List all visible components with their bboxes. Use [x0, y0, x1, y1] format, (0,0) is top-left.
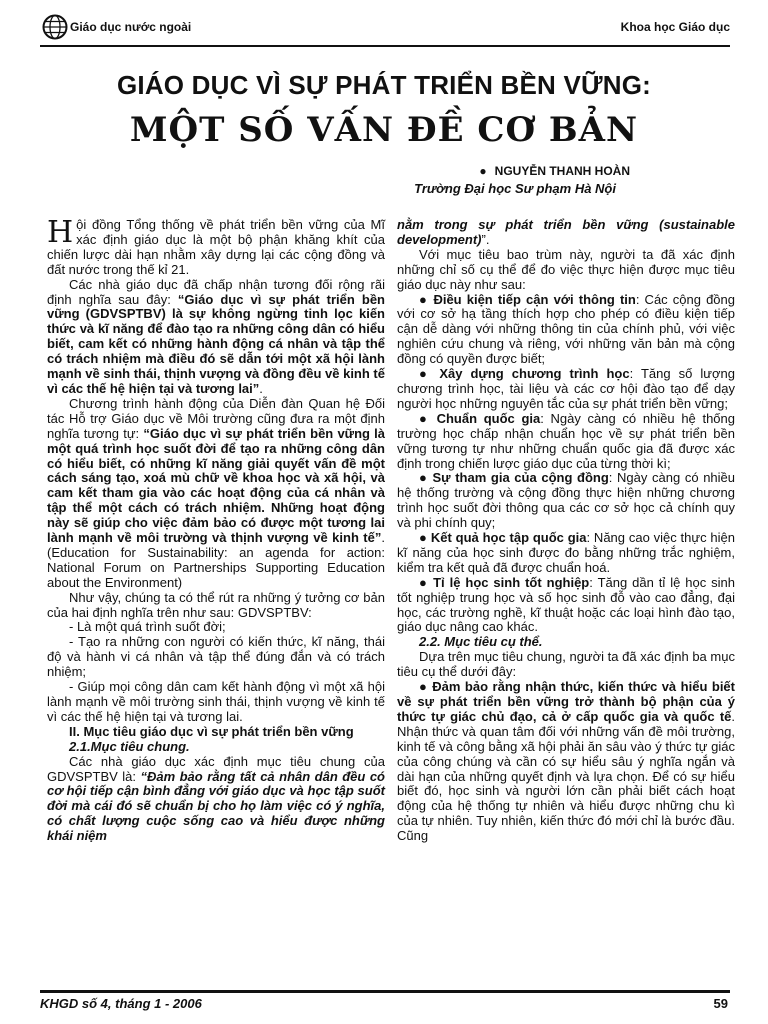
subsection-heading: 2.1.Mục tiêu chung. [69, 738, 190, 754]
footer-rule [40, 990, 730, 993]
paragraph [397, 218, 735, 248]
globe-icon [42, 14, 68, 40]
header-section-right: Khoa học Giáo dục [620, 20, 730, 34]
left-column [47, 215, 386, 844]
author-name-text: NGUYỄN THANH HOÀN [494, 164, 630, 178]
goal-text: “Đảm bảo rằng tất cả nhân dân đều có cơ hội tiếp cận bình đẳng với giáo dục và học tập suốt đời mà cái đó sẽ chuẩn bị cho họ làm việc có ý nghĩa, có chất lượng cuộc sống cao và hiểu được những khái niệm [47, 768, 385, 844]
paragraph [47, 755, 385, 844]
paragraph [47, 591, 385, 621]
page-number: 59 [713, 996, 728, 1011]
goal-text: nằm trong sự phát triển bền vững (sustainable development) [397, 217, 735, 247]
list-item: - Tạo ra những con người có kiến thức, kĩ năng, thái độ và hành vi cá nhân và tập thể đúng đắn và có trách nhiệm; [47, 634, 385, 680]
list-item [397, 471, 735, 531]
section-heading: II. Mục tiêu giáo dục vì sự phát triển bền vững [69, 723, 354, 739]
indicator-text: : Năng cao việc thực hiện kĩ năng của học sinh được đo bằng những trắc nghiệm, kiểm tra kết quả đã được chuẩn hoá. [397, 530, 735, 575]
header-section-left: Giáo dục nước ngoài [70, 20, 192, 34]
running-head [40, 12, 730, 42]
paragraph [47, 278, 385, 397]
paragraph-text: ”. [481, 231, 490, 247]
list-item [397, 293, 735, 368]
paragraph-text: Như vậy, chúng ta có thể rút ra những ý tưởng cơ bản của hai định nghĩa trên như sau: GDVSPTBV: [47, 589, 385, 620]
indicator-text: : Tăng số lượng chương trình học, tài liệu và các cơ hội đào tạo để dạy người học những nguyên tắc của sự phát triển bền vững; [397, 366, 735, 411]
goal-title: ● Đảm bảo rằng nhận thức, kiến thức và hiểu biết về sự phát triển bền vững trở thành bộ phận của ý thức tự giác chủ đạo, cả ở cấp quốc gia và quốc tế [397, 679, 735, 724]
paragraph: Với mục tiêu bao trùm này, người ta đã xác định những chỉ số cụ thể để đo việc thực hiện được mục tiêu giáo dục này như sau: [397, 246, 735, 292]
drop-cap: H [47, 215, 74, 250]
paragraph-text: Chương trình hành động của Diễn đàn Quan hệ Đối tác Hỗ trợ Giáo dục về Môi trường cũng đưa ra một định nghĩa tương tự: [47, 395, 385, 441]
paragraph-text: . (Education for Sustainability: an agenda for action: National Forum on Partnerships Supporting Education about the Environment) [47, 530, 385, 590]
list-item: - Là một quá trình suốt đời; [69, 619, 226, 635]
author-bullet-icon: ● [479, 164, 487, 178]
paragraph-text: Các nhà giáo dục xác định mục tiêu chung của GDVSPTBV là: [47, 753, 385, 784]
list-item [397, 531, 735, 576]
paragraph-text: Các nhà giáo dục đã chấp nhận tương đối rộng rãi định nghĩa sau đây: [47, 276, 385, 307]
paragraph [47, 397, 385, 591]
right-column [397, 218, 735, 844]
list-item: - Giúp mọi công dân cam kết hành động vì một xã hội lành mạnh về môi trường sinh thái, thịnh vượng về kinh tế vì các thế hệ hiện tại và tương lai. [47, 679, 385, 724]
article-title-line1: GIÁO DỤC VÌ SỰ PHÁT TRIỂN BỀN VỮNG: [116, 70, 652, 100]
indicator-title: ● Tỉ lệ học sinh tốt nghiệp [419, 574, 590, 590]
paragraph-text: . [259, 380, 263, 396]
indicator-text: : Tăng dần tỉ lệ học sinh tốt nghiệp trung học và số học sinh đỗ vào cao đẳng, đại học, các trường nghề, kĩ thuật hoặc các loại hình đào tạo, giáo dục nâng cao khác. [397, 574, 735, 635]
article-title-line2: MỘT SỐ VẤN ĐỀ CƠ BẢN [129, 110, 639, 150]
header-rule [40, 45, 730, 47]
paragraph-text: ội đồng Tổng thống về phát triển bền vững của Mĩ xác định giáo dục là một bộ phận khăng khít của chiến lược dài hạn nhằm xây dựng lại các cộng đồng và đất nước trong thế kỉ 21. [47, 217, 385, 277]
list-item [397, 680, 735, 844]
author-affiliation: Trường Đại học Sư phạm Hà Nội [414, 181, 616, 196]
indicator-text: : Các cộng đồng với cơ sở hạ tầng thích hợp cho phép có điều kiện tiếp cận dễ dàng với những thông tin của chính phủ, với việc nghiên cứu chung và riêng, với những văn bản mà cộng đồng có quyền được biết; [397, 291, 735, 367]
subsection-heading: 2.2. Mục tiêu cụ thể. [419, 634, 543, 650]
definition-text: “Giáo dục vì sự phát triển bền vững là một quá trình học suốt đời để tạo ra những công dân có hiểu biết, có những kĩ năng giải quyết vấn đề một cách sáng tạo, xoá mù chữ về khoa học và xã hội, và cam kết tham gia vào các hoạt động của cá nhân và tập thể một cách có trách nhiệm. Những hoạt động này sẽ giúp cho việc đảm bảo có được một tương lai lành mạnh về môi trường và thịnh vượng về kinh tế” [47, 425, 386, 546]
indicator-text: : Ngày càng có nhiều hệ thống trường và cộng đồng thực hiện những chương trình học suốt đời thông qua các cơ sở học cả chính quy và phi chính quy; [397, 470, 736, 531]
list-item [397, 576, 735, 636]
author-name [479, 164, 630, 178]
paragraph: Dựa trên mục tiêu chung, người ta đã xác định ba mục tiêu cụ thể dưới đây: [397, 649, 735, 680]
indicator-text: : Ngày càng có nhiều hệ thống trường học chấp nhận chuẩn học về sự phát triển bền vững tương tự như những chuẩn quốc gia đã được xác định trong chiến lược giáo dục của từng thời kì; [397, 410, 735, 471]
journal-issue: KHGD số 4, tháng 1 - 2006 [40, 996, 202, 1011]
paragraph [47, 215, 385, 278]
indicator-title: ● Điều kiện tiếp cận với thông tin [419, 291, 636, 307]
list-item [397, 367, 735, 412]
goal-text: . Nhận thức và quan tâm đối với những vấn đề môi trường, kinh tế và công bằng xã hội phải ăn sâu vào ý thức tự giác của công chúng và cần có sự hiểu sâu ý nghĩa ngắn và dài hạn của những quyết định và lựa chọn. Để có sự hiểu biết đó, học sinh và người lớn cần phải biết cách hoạt động của hệ thống tự nhiên và hiểu được những chu kì của tự nhiên. Tuy nhiên, kiến thức đó mới chỉ là bước đầu. Cũng [397, 708, 735, 844]
indicator-title: ● Chuẩn quốc gia [419, 410, 541, 426]
indicator-title: ● Xây dựng chương trình học [419, 366, 630, 382]
definition-text: “Giáo dục vì sự phát triển bền vững (GDVSPTBV) là sự không ngừng tinh lọc kiến thức và kĩ năng để đào tạo ra những công dân có hiểu biết, cam kết có những hành động cá nhân và tập thể có trách nhiệm mà điều đó sẽ dẫn tới một xã hội lành mạnh về sinh thái, thịnh vượng và đồng đều về kinh tế vì các thế hệ hiện tại và tương lai” [47, 291, 386, 396]
indicator-title: ● Sự tham gia của cộng đồng [419, 470, 609, 486]
list-item [397, 412, 735, 472]
indicator-title: ● Kết quả học tập quốc gia [419, 530, 587, 546]
